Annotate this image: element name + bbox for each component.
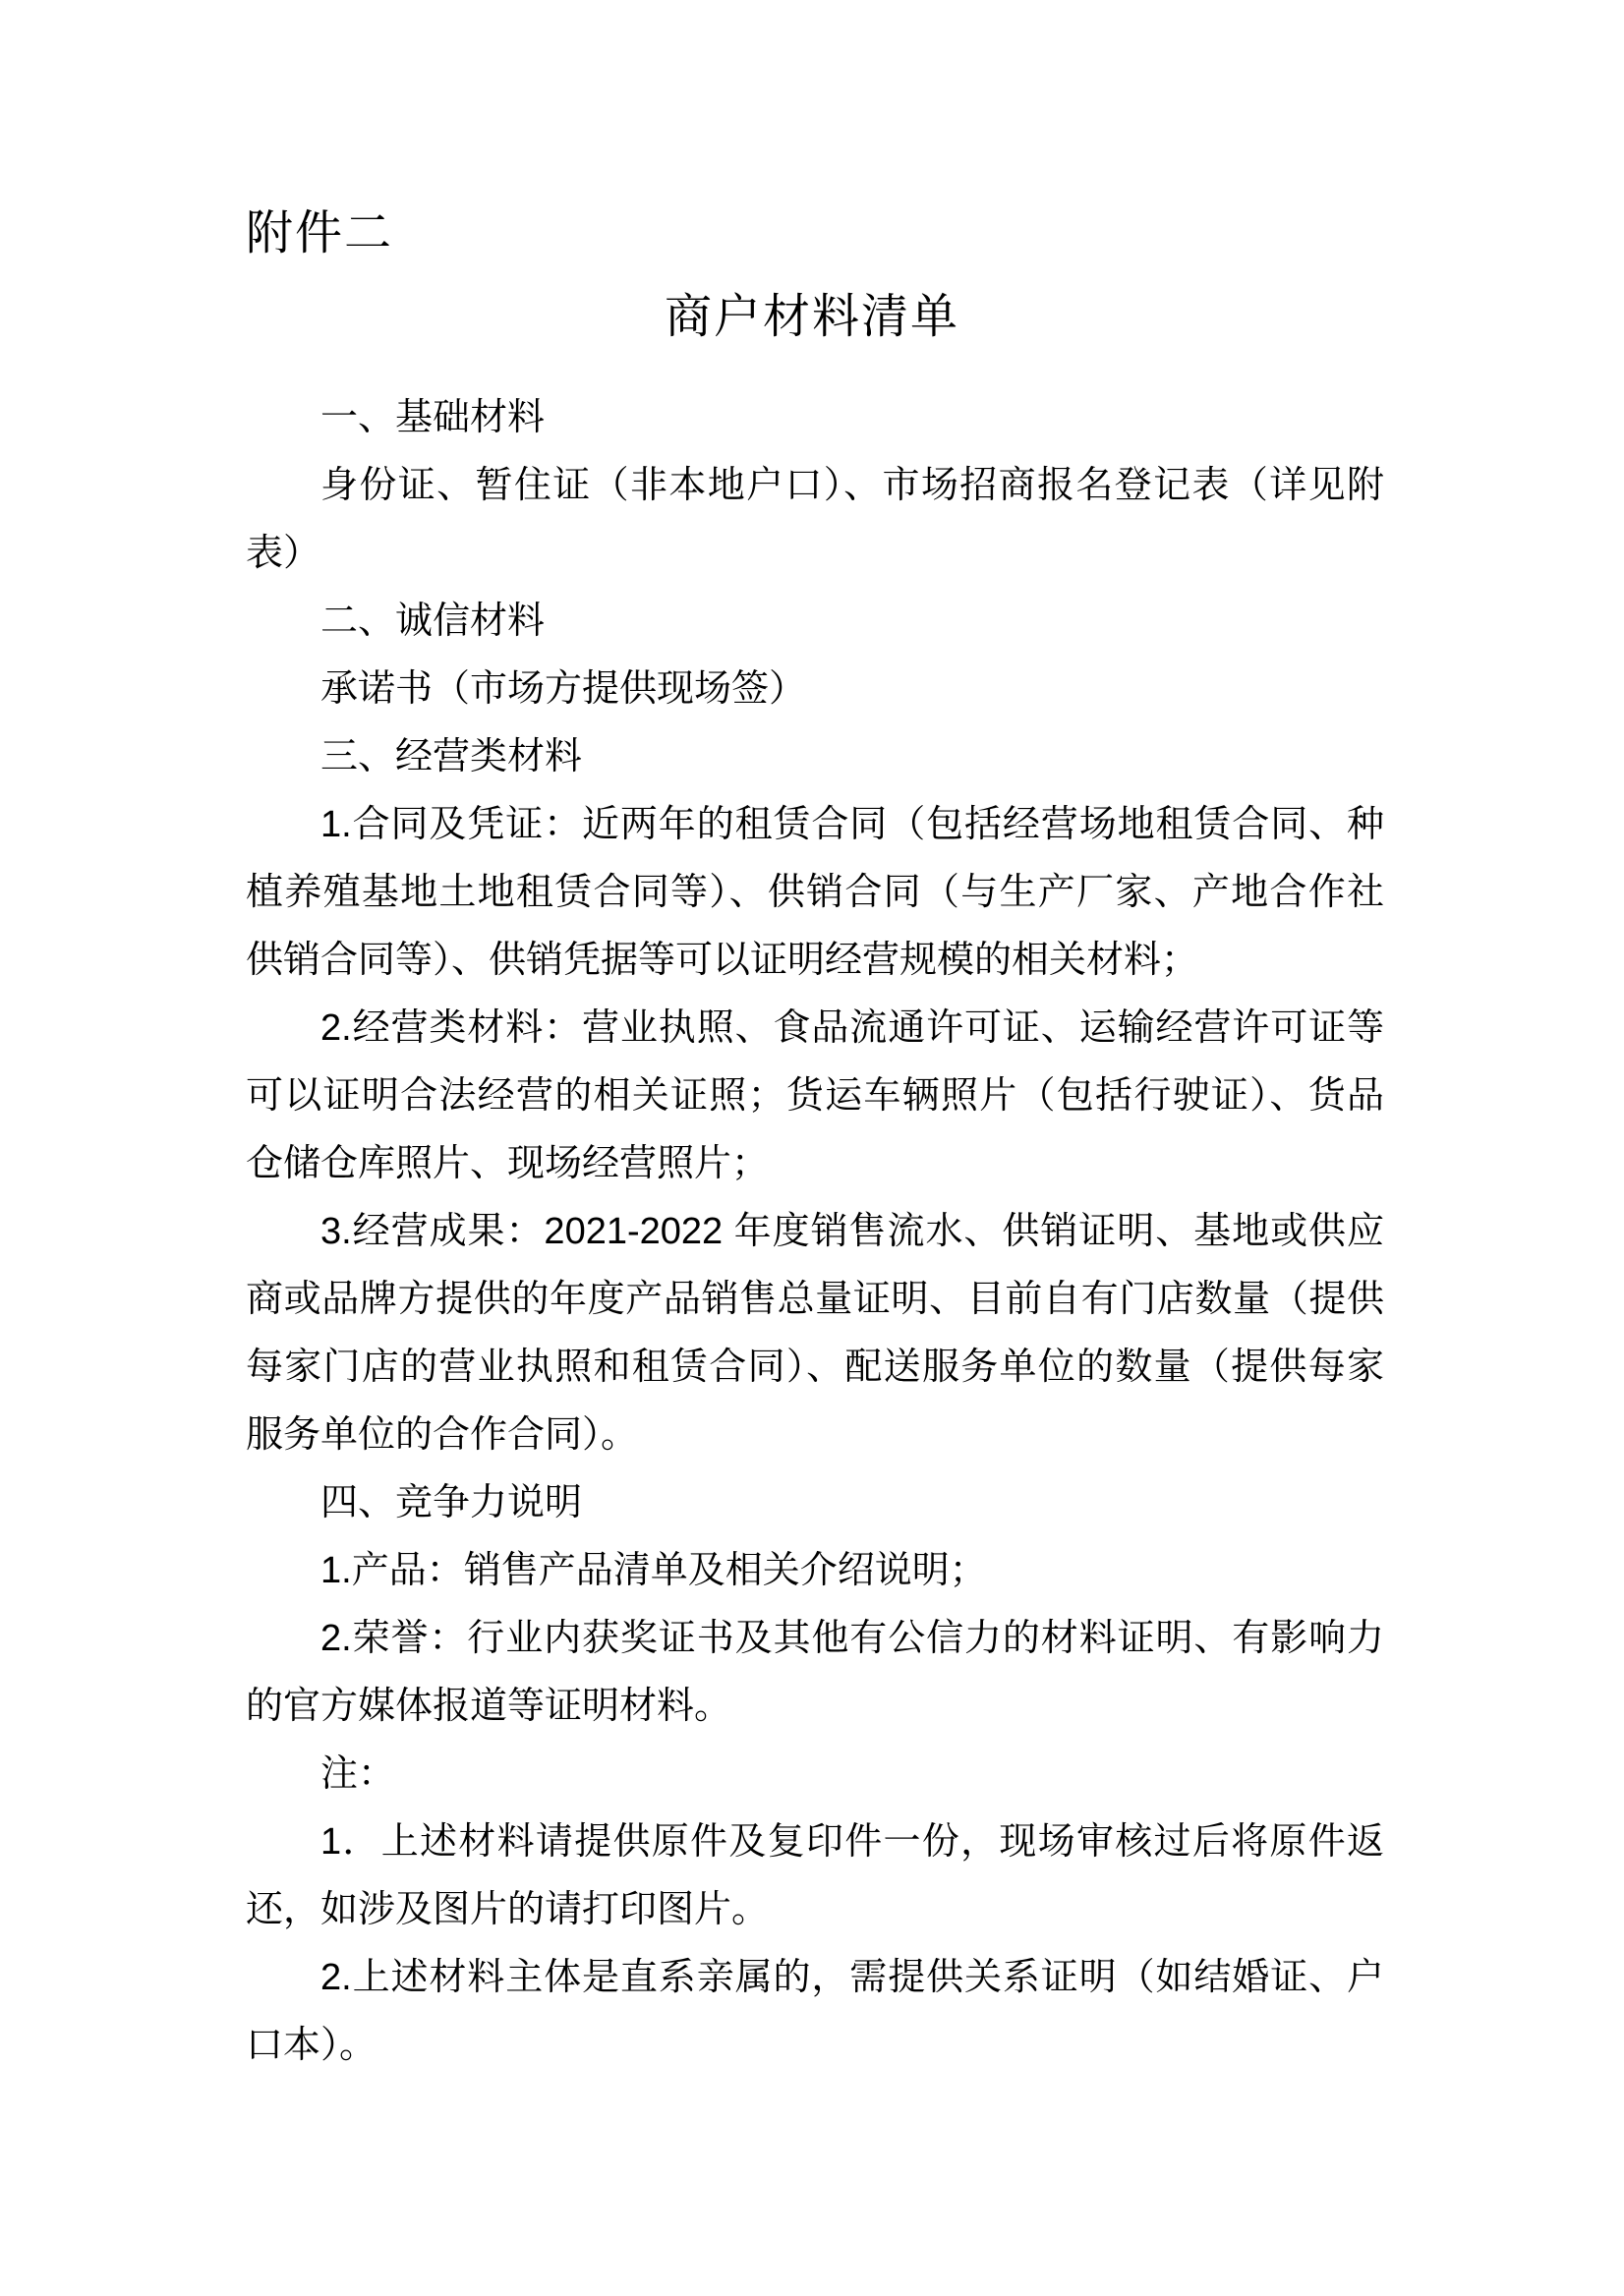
document-line: 可以证明合法经营的相关证照；货运车辆照片（包括行驶证）、货品 <box>246 1075 1384 1117</box>
document-title: 商户材料清单 <box>664 291 959 343</box>
document-line: 商或品牌方提供的年度产品销售总量证明、目前自有门店数量（提供 <box>246 1279 1384 1320</box>
document-line: 2.上述材料主体是直系亲属的，需提供关系证明（如结婚证、户 <box>320 1957 1384 1998</box>
section-heading-3: 三、经营类材料 <box>320 736 583 777</box>
document-line: 1.产品：销售产品清单及相关介绍说明； <box>320 1550 987 1591</box>
attachment-label: 附件二 <box>246 207 394 259</box>
document-line: 每家门店的营业执照和租赁合同）、配送服务单位的数量（提供每家 <box>246 1347 1384 1388</box>
document-line: 仓储仓库照片、现场经营照片； <box>246 1143 770 1184</box>
section-heading-2: 二、诚信材料 <box>320 601 546 642</box>
document-line: 3.经营成果：2021-2022 年度销售流水、供销证明、基地或供应 <box>320 1211 1384 1252</box>
section-heading-4: 四、竞争力说明 <box>320 1482 583 1523</box>
document-body <box>246 384 1384 2080</box>
document-line: 身份证、暂住证（非本地户口）、市场招商报名登记表（详见附 <box>320 465 1384 506</box>
document-line: 供销合同等）、供销凭据等可以证明经营规模的相关材料； <box>246 940 1199 981</box>
document-line: 2.荣誉：行业内获奖证书及其他有公信力的材料证明、有影响力 <box>320 1618 1384 1659</box>
document-line: 表） <box>246 533 321 574</box>
document-line: 1.合同及凭证：近两年的租赁合同（包括经营场地租赁合同、种 <box>320 804 1384 845</box>
document-line: 还，如涉及图片的请打印图片。 <box>246 1889 770 1930</box>
document-line: 1．上述材料请提供原件及复印件一份，现场审核过后将原件返 <box>320 1821 1384 1863</box>
notes-heading: 注： <box>320 1753 396 1795</box>
document-line: 服务单位的合作合同）。 <box>246 1414 639 1456</box>
document-line: 的官方媒体报道等证明材料。 <box>246 1686 732 1727</box>
document-line: 植养殖基地土地租赁合同等）、供销合同（与生产厂家、产地合作社 <box>246 872 1384 913</box>
document-line: 承诺书（市场方提供现场签） <box>320 668 807 710</box>
document-line: 2.经营类材料：营业执照、食品流通许可证、运输经营许可证等 <box>320 1007 1384 1049</box>
document-line: 口本）。 <box>246 2025 377 2066</box>
section-heading-1: 一、基础材料 <box>320 397 546 438</box>
